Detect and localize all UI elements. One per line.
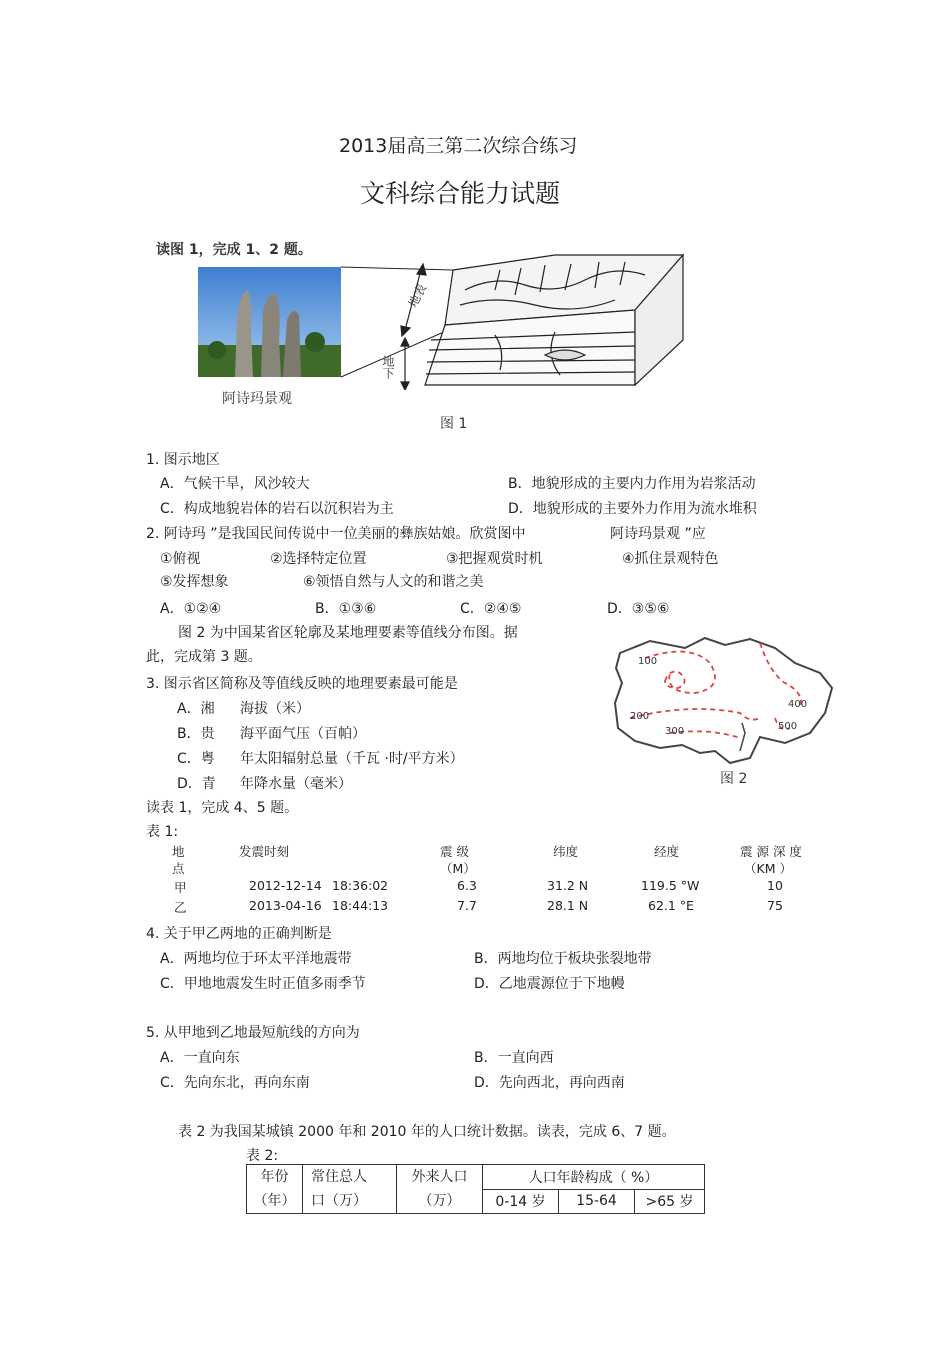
figure2-intro-line2: 此，完成第 3 题。: [146, 649, 262, 665]
karst-block-diagram: [425, 255, 683, 385]
isoline-label-300: 300: [665, 726, 685, 737]
q2-item-1: ①俯视: [160, 551, 201, 567]
q1-stem: 1. 图示地区: [146, 452, 220, 468]
figure2-map: [610, 633, 840, 768]
q5-option-d[interactable]: D．先向西北，再向西南: [474, 1075, 625, 1091]
q3-stem: 3. 图示省区简称及等值线反映的地理要素最可能是: [146, 676, 458, 692]
table2-header-population: 常住总人 口（万）: [303, 1165, 397, 1214]
q2-item-4: ④抓住景观特色: [622, 551, 719, 567]
isoline-label-200: 200: [630, 711, 650, 722]
table1-header-lat: 纬度: [553, 844, 579, 859]
figure1-illustration: [195, 250, 695, 390]
q2-stem-end: 阿诗玛景观 ”应: [610, 526, 706, 542]
q4-option-d[interactable]: D．乙地震源位于下地幔: [474, 976, 625, 992]
q3-option-d[interactable]: D．青: [177, 776, 216, 792]
q5-stem: 5. 从甲地到乙地最短航线的方向为: [146, 1025, 360, 1041]
q4-option-a[interactable]: A．两地均位于环太平洋地震带: [160, 951, 352, 967]
table2-header-migrants: 外来人口 （万）: [397, 1165, 483, 1214]
table2-header-age-15-64: 15-64: [559, 1189, 635, 1214]
q2-option-c[interactable]: C．②④⑤: [460, 601, 522, 617]
table2-intro: 表 2 为我国某城镇 2000 年和 2010 年的人口统计数据。读表，完成 6、7 题。: [178, 1124, 676, 1140]
label-underground: 地下: [381, 355, 395, 379]
figure1-instruction: 读图 1，完成 1、2 题。: [156, 242, 312, 258]
exam-title: 2013届高三第二次综合练习: [339, 135, 578, 157]
table1-row2-place: 乙: [174, 900, 187, 915]
q3-option-c-text: 年太阳辐射总量（千瓦 ·时/平方米）: [240, 751, 464, 767]
q3-option-c[interactable]: C．粤: [177, 751, 215, 767]
q3-option-d-text: 年降水量（毫米）: [240, 776, 352, 792]
population-table: [246, 1164, 705, 1214]
table1-row1-mag: 6.3: [457, 878, 477, 893]
figure2-caption: 图 2: [720, 771, 748, 787]
isoline-label-400: 400: [788, 699, 808, 710]
table1-row2-lat: 28.1 N: [547, 898, 589, 913]
table1-header-place-b: 点: [172, 861, 185, 876]
q3-option-a[interactable]: A．湘: [177, 701, 215, 717]
q2-item-3: ③把握观赏时机: [446, 551, 543, 567]
q4-option-b[interactable]: B．两地均位于板块张裂地带: [474, 951, 652, 967]
figure2-intro-line1: 图 2 为中国某省区轮廓及某地理要素等值线分布图。据: [178, 625, 518, 641]
q5-option-c[interactable]: C．先向东北，再向东南: [160, 1075, 310, 1091]
table1-header-place-a: 地: [172, 844, 185, 859]
table1-row2-time: 18:44:13: [332, 898, 389, 913]
q4-option-c[interactable]: C．甲地地震发生时正值多雨季节: [160, 976, 366, 992]
stone-forest-photo: [198, 267, 341, 377]
q2-option-d[interactable]: D．③⑤⑥: [607, 601, 670, 617]
table1-row1-lon: 119.5 °W: [641, 878, 700, 893]
table1-row1-time: 18:36:02: [332, 878, 389, 893]
table1-row1-depth: 10: [767, 878, 783, 893]
q1-option-a[interactable]: A．气候干旱，风沙较大: [160, 476, 310, 492]
table1-intro: 读表 1，完成 4、5 题。: [146, 800, 299, 816]
table2-label: 表 2:: [246, 1148, 279, 1164]
table1-header-depth-b: （KM ）: [744, 861, 792, 876]
table1-row1-date: 2012-12-14: [249, 878, 322, 893]
figure1-caption: 图 1: [440, 416, 468, 432]
table1-header-time: 发震时刻: [239, 844, 290, 859]
table1-row2-lon: 62.1 °E: [648, 898, 694, 913]
table1-row1-place: 甲: [174, 880, 187, 895]
table1-header-mag-a: 震 级: [440, 844, 469, 859]
q5-option-b[interactable]: B．一直向西: [474, 1050, 554, 1066]
q4-stem: 4. 关于甲乙两地的正确判断是: [146, 926, 332, 942]
q2-stem: 2. 阿诗玛 ”是我国民间传说中一位美丽的彝族姑娘。欣赏图中: [146, 526, 526, 542]
q3-option-b[interactable]: B．贵: [177, 726, 215, 742]
table1-row2-depth: 75: [767, 898, 783, 913]
table1-row2-date: 2013-04-16: [249, 898, 322, 913]
table1-header-lon: 经度: [654, 844, 680, 859]
q2-item-6: ⑥领悟自然与人文的和谐之美: [303, 574, 484, 590]
q2-option-a[interactable]: A．①②④: [160, 601, 222, 617]
q2-item-5: ⑤发挥想象: [160, 574, 229, 590]
q1-option-b[interactable]: B．地貌形成的主要内力作用为岩浆活动: [508, 476, 756, 492]
photo-caption: 阿诗玛景观: [222, 391, 292, 407]
table1-row1-lat: 31.2 N: [547, 878, 589, 893]
label-surface: 地表: [405, 281, 430, 310]
table2-header-age-0-14: 0-14 岁: [483, 1189, 559, 1214]
table2-header-age: 人口年龄构成（ %）: [483, 1165, 705, 1190]
q3-option-b-text: 海平面气压（百帕）: [240, 726, 366, 742]
table1-header-mag-b: （M）: [440, 861, 476, 876]
exam-subtitle: 文科综合能力试题: [360, 179, 561, 208]
table1-header-depth-a: 震 源 深 度: [740, 844, 802, 859]
table1-label: 表 1:: [146, 824, 179, 840]
table2-header-age-65: >65 岁: [635, 1189, 705, 1214]
q2-option-b[interactable]: B．①③⑥: [315, 601, 377, 617]
isoline-label-500: 500: [778, 721, 798, 732]
q5-option-a[interactable]: A．一直向东: [160, 1050, 240, 1066]
isoline-label-100: 100: [638, 656, 658, 667]
q2-item-2: ②选择特定位置: [270, 551, 367, 567]
q1-option-c[interactable]: C．构成地貌岩体的岩石以沉积岩为主: [160, 501, 394, 517]
q3-option-a-text: 海拔（米）: [240, 701, 310, 717]
table1-row2-mag: 7.7: [457, 898, 477, 913]
q1-option-d[interactable]: D．地貌形成的主要外力作用为流水堆积: [508, 501, 757, 517]
table2-header-year: 年份 （年）: [247, 1165, 303, 1214]
